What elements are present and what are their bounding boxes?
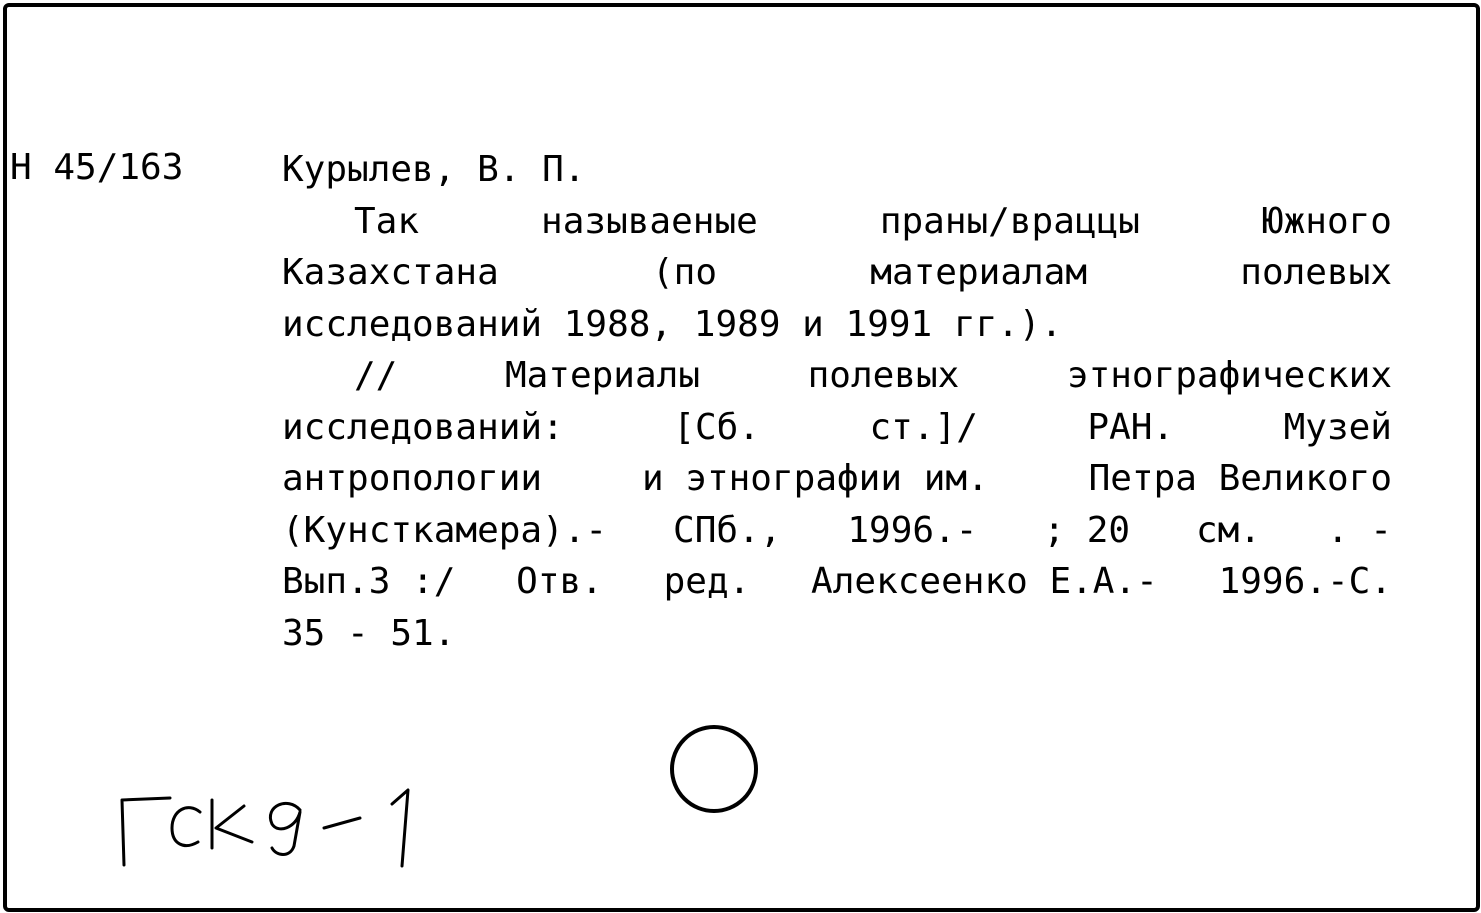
source-line-3: антропологии и этнографии им. Петра Великого: [282, 458, 1392, 499]
pages-line: 35 - 51.: [282, 612, 456, 654]
source-line-4: (Кунсткамера).- СПб., 1996.- ; 20 см. . -: [282, 509, 1392, 551]
source-line-5: Вып.3 :/ Отв. ред. Алексеенко Е.А.- 1996.-С.: [282, 561, 1392, 602]
handwritten-note: [112, 770, 432, 870]
author-line: [282, 150, 1392, 202]
source-line-1: // Материалы полевых этнографических: [354, 355, 1392, 396]
title-line-2: Казахстана (по материалам полевых: [282, 252, 1392, 293]
punch-hole: [670, 725, 758, 813]
title-line-1: Так называеные праны/враццы Южного: [354, 200, 1392, 242]
title-line-3: исследований 1988, 1989 и 1991 гг.).: [282, 303, 1063, 345]
source-line-2: исследований: [Сб. ст.]/ РАН. Музей: [282, 406, 1392, 448]
shelfmark: Н 45/163: [10, 147, 184, 188]
bibliographic-record: [282, 150, 1392, 665]
author: Курылев, В. П.: [282, 149, 586, 190]
